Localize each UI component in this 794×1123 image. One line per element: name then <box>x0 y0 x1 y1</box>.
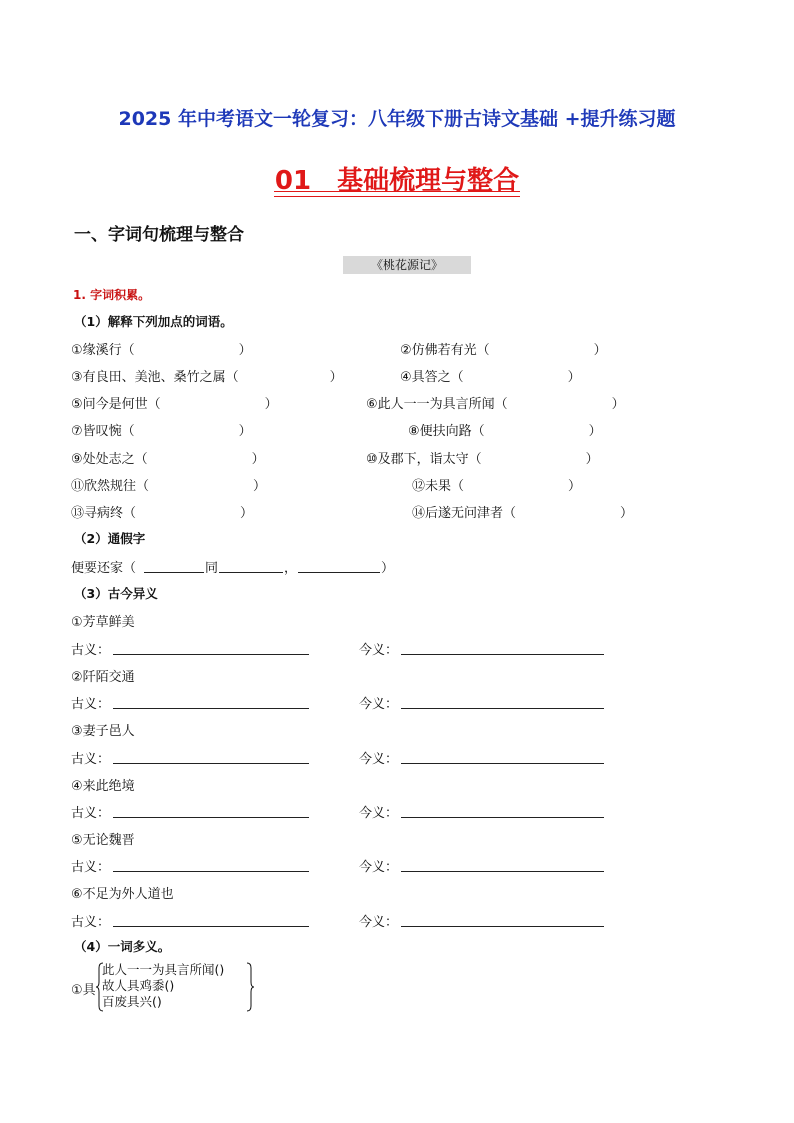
vocab-item-8: ⑧便扶向路（ ） <box>408 424 602 439</box>
jin-label: 今义： <box>359 697 399 712</box>
polysemy-sense-list <box>102 962 224 1010</box>
answer-blank[interactable] <box>113 654 309 655</box>
vocab-item-6: ⑥此人一一为具言所闻（ ） <box>366 397 625 412</box>
answer-blank[interactable] <box>401 708 604 709</box>
sub-question-1-label: （1）解释下列加点的词语。 <box>74 314 233 329</box>
answer-blank[interactable] <box>401 926 604 927</box>
gujin-item-3: ③妻子邑人 <box>71 724 135 739</box>
section-heading: 01 基础梳理与整合 <box>274 166 520 196</box>
sub-question-3-label: （3）古今异义 <box>74 586 158 601</box>
gujin-item-6: ⑥不足为外人道也 <box>71 887 174 902</box>
answer-blank[interactable] <box>113 763 309 764</box>
tongjia-tong: 同 <box>205 561 219 576</box>
gujin-item-1: ①芳草鲜美 <box>71 615 135 630</box>
gu-label: 古义： <box>71 806 111 821</box>
polysemy-sense: 故人具鸡黍() <box>102 978 175 993</box>
answer-blank[interactable] <box>298 572 380 573</box>
vocab-item-13: ⑬寻病终（ ） <box>71 506 254 521</box>
jin-label: 今义： <box>359 915 399 930</box>
gujin-item-4: ④来此绝境 <box>71 779 135 794</box>
vocab-item-2: ②仿佛若有光（ ） <box>400 343 607 358</box>
jin-label: 今义： <box>359 643 399 658</box>
answer-blank[interactable] <box>144 572 204 573</box>
part-heading: 一、字词句梳理与整合 <box>74 225 244 245</box>
gu-label: 古义： <box>71 752 111 767</box>
vocab-item-11: ⑪欣然规往（ ） <box>71 479 267 494</box>
polysemy-sense: 此人一一为具言所闻() <box>102 962 225 977</box>
vocab-item-4: ④具答之（ ） <box>400 370 581 385</box>
jin-label: 今义： <box>359 806 399 821</box>
jin-label: 今义： <box>359 860 399 875</box>
answer-blank[interactable] <box>401 654 604 655</box>
section-heading-underline <box>274 191 520 197</box>
tongjia-end: ） <box>381 561 395 576</box>
answer-blank[interactable] <box>401 817 604 818</box>
answer-blank[interactable] <box>113 871 309 872</box>
gu-label: 古义： <box>71 697 111 712</box>
vocab-item-12: ⑫未果（ ） <box>412 479 582 494</box>
right-brace-icon <box>246 962 254 1012</box>
vocab-item-7: ⑦皆叹惋（ ） <box>71 424 252 439</box>
tongjia-comma: ， <box>284 561 298 576</box>
jin-label: 今义： <box>359 752 399 767</box>
answer-blank[interactable] <box>113 708 309 709</box>
document-title: 2025 年中考语文一轮复习：八年级下册古诗文基础 +提升练习题 <box>118 108 676 130</box>
answer-blank[interactable] <box>401 763 604 764</box>
vocab-item-14: ⑭后遂无问津者（ ） <box>412 506 634 521</box>
vocab-item-3: ③有良田、美池、桑竹之属（ ） <box>71 370 343 385</box>
answer-blank[interactable] <box>113 817 309 818</box>
vocab-item-10: ⑩及郡下，诣太守（ ） <box>366 452 599 467</box>
vocab-item-5: ⑤问今是何世（ ） <box>71 397 278 412</box>
sub-question-2-label: （2）通假字 <box>74 531 146 546</box>
answer-blank[interactable] <box>113 926 309 927</box>
text-title-box: 《桃花源记》 <box>343 256 471 274</box>
polysemy-word: ①具 <box>71 983 96 998</box>
vocab-item-1: ①缘溪行（ ） <box>71 343 252 358</box>
answer-blank[interactable] <box>219 572 283 573</box>
gujin-item-5: ⑤无论魏晋 <box>71 833 135 848</box>
question-1-label: 1. 字词积累。 <box>73 288 151 302</box>
gu-label: 古义： <box>71 643 111 658</box>
vocab-item-9: ⑨处处志之（ ） <box>71 452 265 467</box>
sub-question-4-label: （4）一词多义。 <box>74 939 171 954</box>
tongjia-prefix: 便要还家（ <box>71 561 137 576</box>
gu-label: 古义： <box>71 915 111 930</box>
polysemy-sense: 百废具兴() <box>102 994 162 1009</box>
gujin-item-2: ②阡陌交通 <box>71 670 135 685</box>
gu-label: 古义： <box>71 860 111 875</box>
answer-blank[interactable] <box>401 871 604 872</box>
